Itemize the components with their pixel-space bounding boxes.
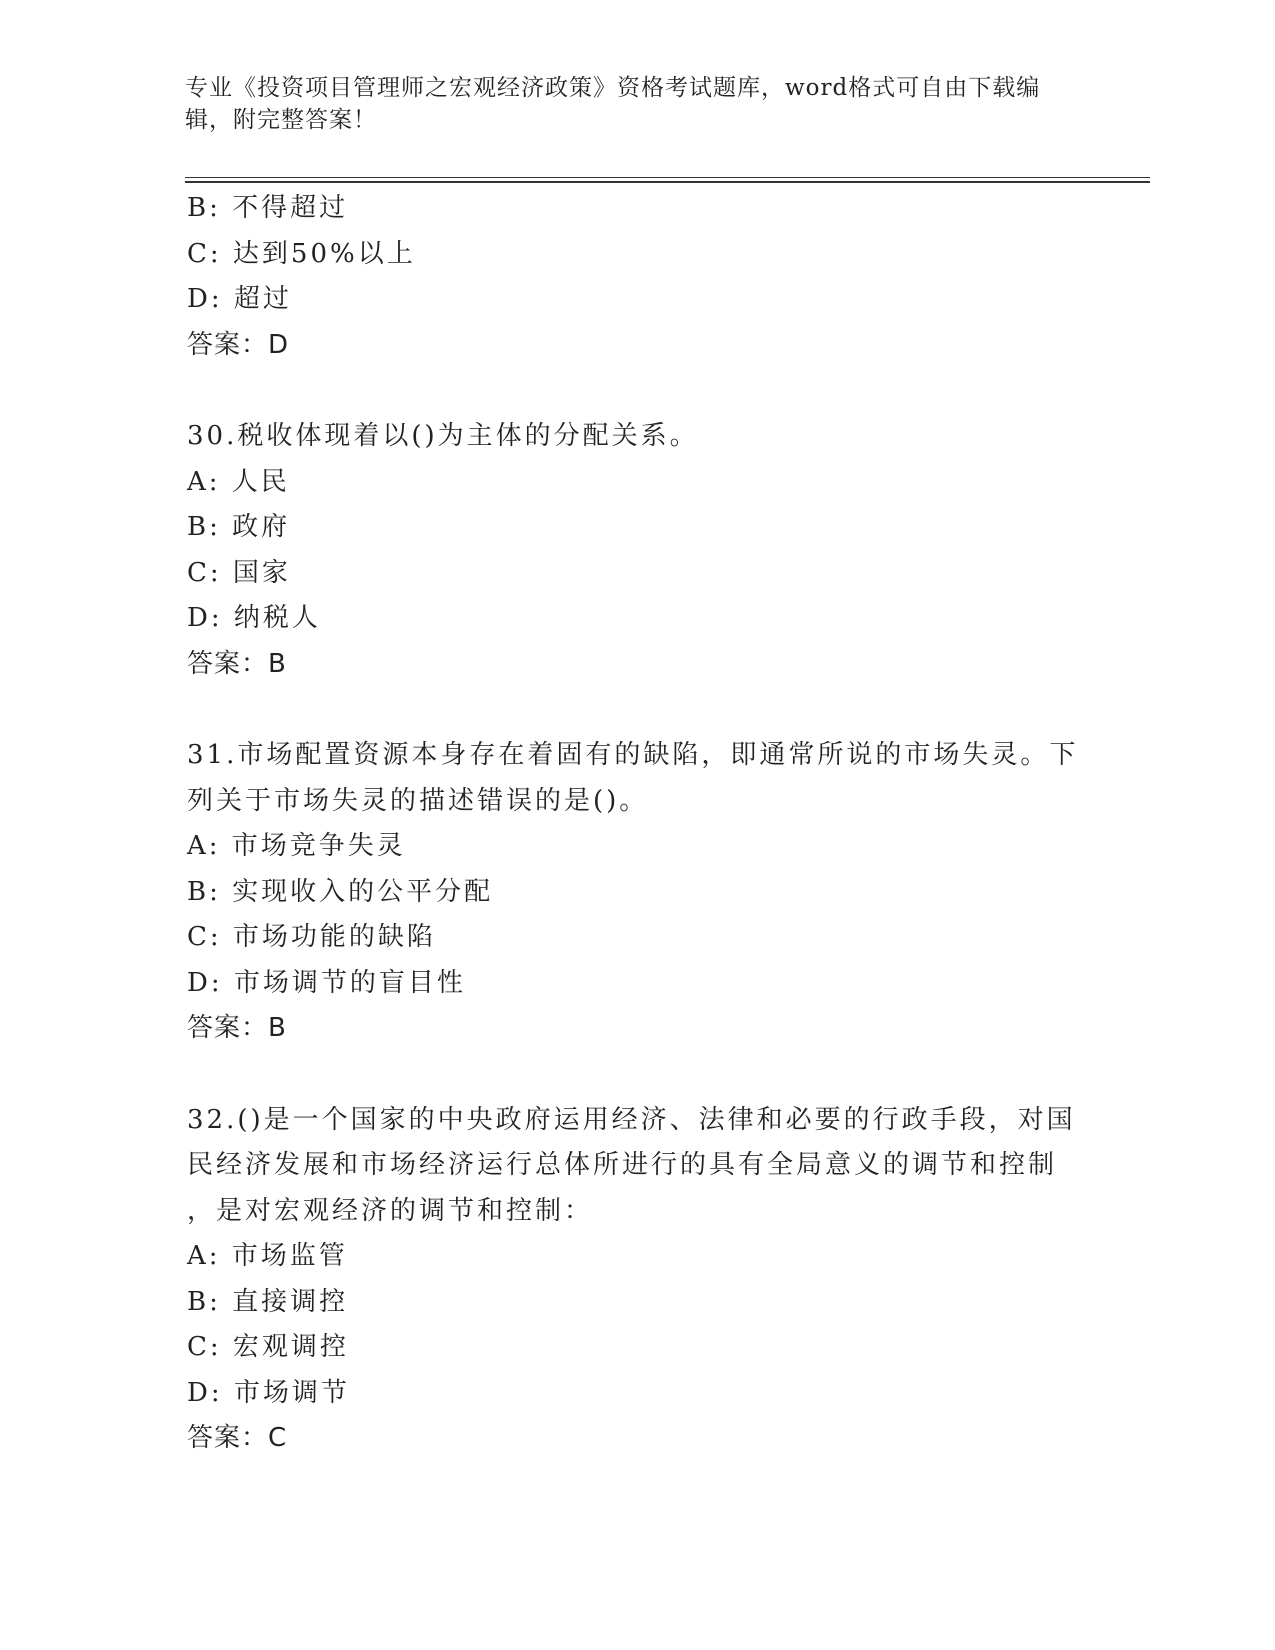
question-stem-line: 32.()是一个国家的中央政府运用经济、法律和必要的行政手段，对国 [187,1104,1076,1135]
question-29-continuation [187,186,1067,368]
answer-line: 答案：B [187,1013,287,1043]
answer-line: 答案：B [187,648,287,679]
question-stem-line: 民经济发展和市场经济运行总体所进行的具有全局意义的调节和控制 [187,1150,1058,1180]
option-d: D: 市场调节的盲目性 [187,967,466,998]
option-d: D: 纳税人 [187,603,321,633]
spacer [187,1052,1067,1098]
spacer [187,687,1067,733]
answer-line: 答案：C [187,1423,288,1453]
question-list [187,186,1079,1462]
question-stem-line: ，是对宏观经济的调节和控制： [187,1195,594,1226]
option-c: C: 达到50%以上 [187,238,416,269]
answer-line: 答案：D [187,329,290,360]
page-header: 专业《投资项目管理师之宏观经济政策》资格考试题库，word格式可自由下载编辑，附完整答案！ [185,75,1041,133]
question-30 [187,414,1067,687]
option-c: C: 国家 [187,557,291,588]
header-rule-thin [185,177,1150,178]
option-d: D: 超过 [187,284,292,314]
option-b: B: 不得超过 [187,193,349,223]
option-b: B: 实现收入的公平分配 [187,876,494,907]
question-stem-line: 列关于市场失灵的描述错误的是()。 [187,785,649,816]
option-b: B: 政府 [187,512,291,542]
option-a: A: 人民 [187,466,290,497]
question-stem-line: 31.市场配置资源本身存在着固有的缺陷，即通常所说的市场失灵。下 [187,740,1079,770]
option-c: C: 市场功能的缺陷 [187,922,436,952]
option-b: B: 直接调控 [187,1286,349,1317]
question-32 [187,1098,1076,1462]
option-d: D: 市场调节 [187,1377,350,1408]
question-31 [187,733,1079,1052]
spacer [187,368,1067,414]
option-c: C: 宏观调控 [187,1332,349,1362]
question-stem: 30.税收体现着以()为主体的分配关系。 [187,421,699,451]
header-rule-thick [185,181,1150,183]
option-a: A: 市场监管 [187,1241,348,1271]
option-a: A: 市场竞争失灵 [187,831,406,861]
